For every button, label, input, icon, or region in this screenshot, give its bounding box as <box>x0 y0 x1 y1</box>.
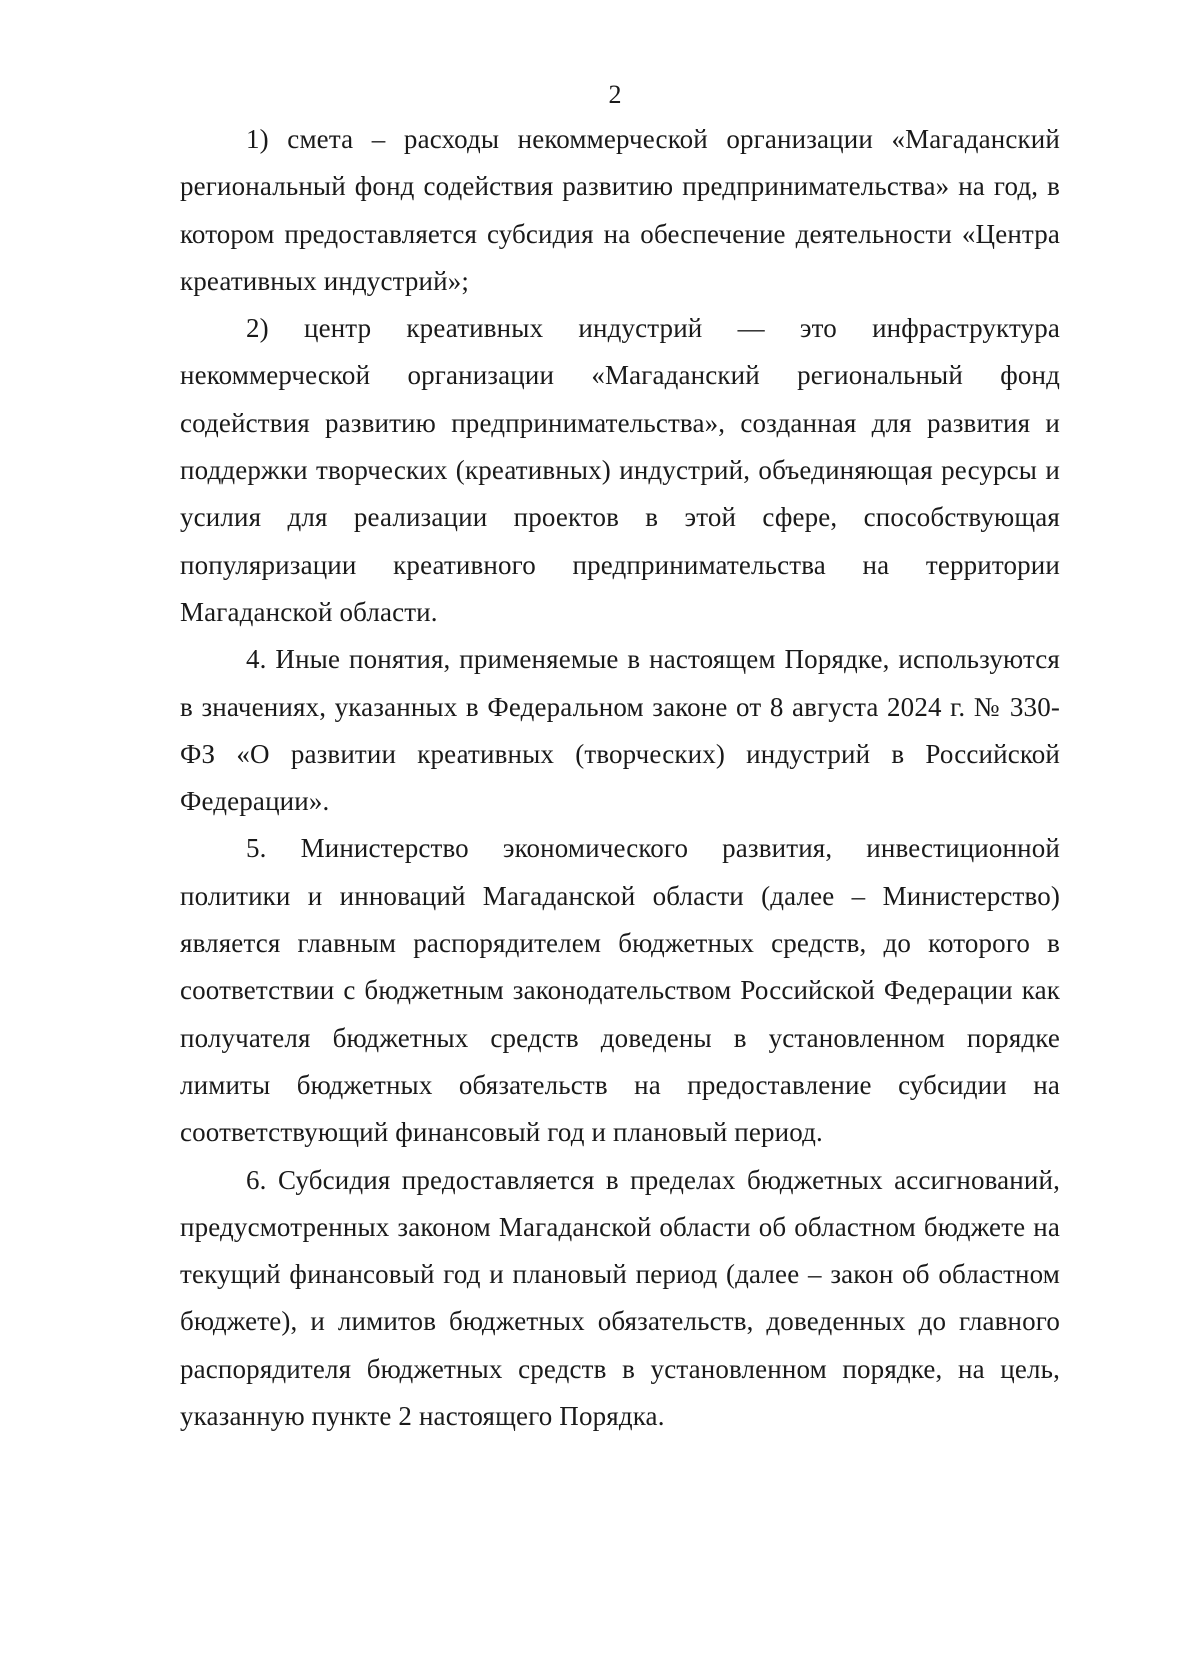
document-body <box>180 116 1060 1440</box>
paragraph-definition-smeta: 1) смета – расходы некоммерческой организации «Магаданский региональный фонд содействия развитию предпринимательства» на год, в котором предоставляется субсидия на обеспечение деятельности «Центра креативных индустрий»; <box>180 124 1060 296</box>
paragraph-5: 5. Министерство экономического развития, инвестиционной политики и инноваций Магаданской области (далее – Министерство) является главным распорядителем бюджетных средств, до которого в соответствии с бюджетным законодательством Российской Федерации как получателя бюджетных средств доведены в установленном порядке лимиты бюджетных обязательств на предоставление субсидии на соответствующий финансовый год и плановый период. <box>180 833 1060 1148</box>
paragraph-6: 6. Субсидия предоставляется в пределах бюджетных ассигнований, предусмотренных законом Магаданской области об областном бюджете на текущий финансовый год и плановый период (далее – закон об областном бюджете), и лимитов бюджетных обязательств, доведенных до главного распорядителя бюджетных средств в установленном порядке, на цель, указанную пункте 2 настоящего Порядка. <box>180 1164 1060 1432</box>
paragraph-definition-center: 2) центр креативных индустрий — это инфраструктура некоммерческой организации «Магаданский региональный фонд содействия развитию предпринимательства», созданная для развития и поддержки творческих (креативных) индустрий, объединяющая ресурсы и усилия для реализации проектов в этой сфере, способствующая популяризации креативного предпринимательства на территории Магаданской области. <box>180 313 1060 627</box>
page-number: 2 <box>608 80 622 109</box>
paragraph-4: 4. Иные понятия, применяемые в настоящем Порядке, используются в значениях, указанных в Федеральном законе от 8 августа 2024 г. № 330-ФЗ «О развитии креативных (творческих) индустрий в Российской Федерации». <box>180 644 1060 817</box>
